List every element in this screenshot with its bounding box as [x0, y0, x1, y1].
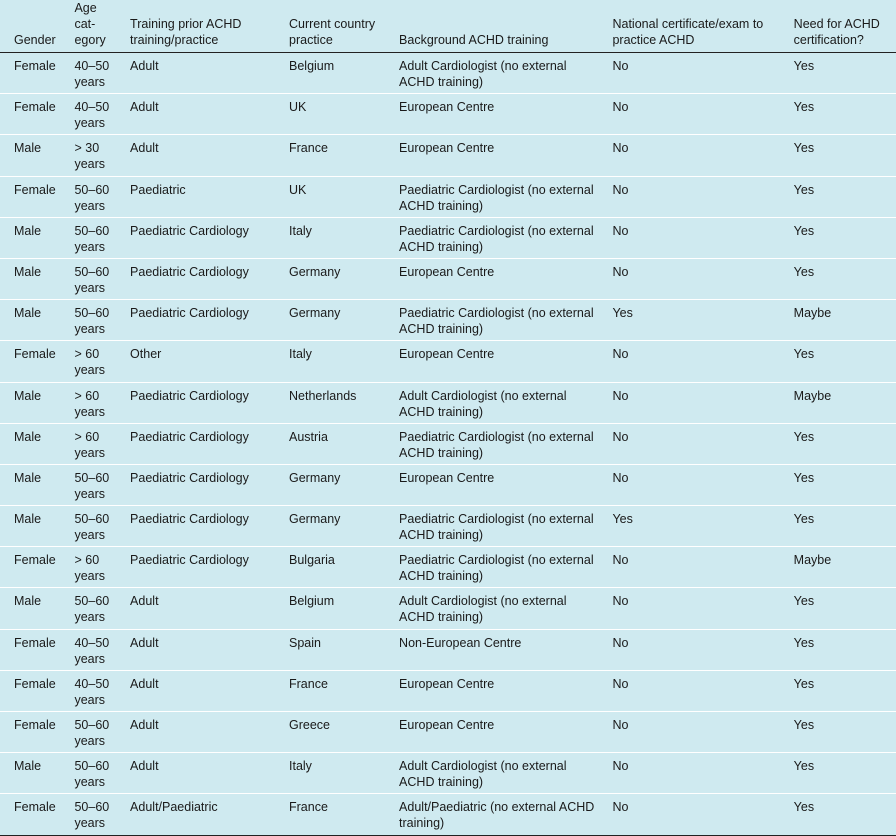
- age-category-cell: 50–60 years: [64, 464, 120, 505]
- national-certificate-cell: No: [602, 547, 783, 588]
- country-cell: UK: [279, 176, 389, 217]
- country-cell: Italy: [279, 341, 389, 382]
- age-category-cell: 40–50 years: [64, 53, 120, 94]
- country-cell: Germany: [279, 300, 389, 341]
- national-certificate-cell: Yes: [602, 300, 783, 341]
- background-cell: Non-European Centre: [389, 629, 602, 670]
- gender-cell: Female: [0, 94, 64, 135]
- training-prior-cell: Adult: [120, 670, 279, 711]
- need-certification-cell: Yes: [784, 629, 896, 670]
- age-category-cell: 40–50 years: [64, 94, 120, 135]
- age-category-cell: 50–60 years: [64, 176, 120, 217]
- country-cell: Belgium: [279, 53, 389, 94]
- training-prior-cell: Adult/Paediatric: [120, 794, 279, 835]
- training-prior-cell: Adult: [120, 135, 279, 176]
- background-cell: Adult Cardiologist (no external ACHD training): [389, 53, 602, 94]
- table-row: [0, 217, 896, 258]
- training-prior-cell: Paediatric Cardiology: [120, 258, 279, 299]
- training-prior-cell: Paediatric Cardiology: [120, 506, 279, 547]
- gender-cell: Female: [0, 53, 64, 94]
- age-category-cell: 50–60 years: [64, 217, 120, 258]
- need-certification-cell: Yes: [784, 753, 896, 794]
- col-header-national-certificate: National certificate/exam to practice ACHD: [602, 0, 783, 53]
- gender-cell: Male: [0, 135, 64, 176]
- table-row: [0, 382, 896, 423]
- gender-cell: Female: [0, 629, 64, 670]
- col-header-training-prior: Training prior ACHD training/practice: [120, 0, 279, 53]
- background-cell: European Centre: [389, 670, 602, 711]
- gender-cell: Male: [0, 258, 64, 299]
- country-cell: France: [279, 135, 389, 176]
- gender-cell: Male: [0, 423, 64, 464]
- national-certificate-cell: Yes: [602, 506, 783, 547]
- need-certification-cell: Maybe: [784, 300, 896, 341]
- country-cell: Italy: [279, 753, 389, 794]
- country-cell: Greece: [279, 712, 389, 753]
- country-cell: France: [279, 794, 389, 835]
- need-certification-cell: Yes: [784, 176, 896, 217]
- table-row: [0, 341, 896, 382]
- gender-cell: Female: [0, 670, 64, 711]
- training-prior-cell: Paediatric Cardiology: [120, 300, 279, 341]
- table-row: [0, 423, 896, 464]
- need-certification-cell: Yes: [784, 423, 896, 464]
- need-certification-cell: Yes: [784, 506, 896, 547]
- background-cell: European Centre: [389, 464, 602, 505]
- background-cell: Paediatric Cardiologist (no external ACHD training): [389, 506, 602, 547]
- gender-cell: Male: [0, 753, 64, 794]
- need-certification-cell: Maybe: [784, 547, 896, 588]
- need-certification-cell: Yes: [784, 670, 896, 711]
- national-certificate-cell: No: [602, 176, 783, 217]
- age-category-cell: > 60 years: [64, 423, 120, 464]
- gender-cell: Male: [0, 588, 64, 629]
- country-cell: Belgium: [279, 588, 389, 629]
- training-prior-cell: Paediatric: [120, 176, 279, 217]
- training-prior-cell: Paediatric Cardiology: [120, 423, 279, 464]
- table-row: [0, 53, 896, 94]
- country-cell: Spain: [279, 629, 389, 670]
- need-certification-cell: Yes: [784, 588, 896, 629]
- country-cell: Austria: [279, 423, 389, 464]
- national-certificate-cell: No: [602, 794, 783, 835]
- training-prior-cell: Paediatric Cardiology: [120, 382, 279, 423]
- need-certification-cell: Yes: [784, 464, 896, 505]
- national-certificate-cell: No: [602, 341, 783, 382]
- national-certificate-cell: No: [602, 258, 783, 299]
- background-cell: Adult Cardiologist (no external ACHD training): [389, 588, 602, 629]
- need-certification-cell: Maybe: [784, 382, 896, 423]
- background-cell: Adult Cardiologist (no external ACHD training): [389, 753, 602, 794]
- gender-cell: Male: [0, 464, 64, 505]
- national-certificate-cell: No: [602, 753, 783, 794]
- need-certification-cell: Yes: [784, 712, 896, 753]
- country-cell: Germany: [279, 258, 389, 299]
- training-prior-cell: Other: [120, 341, 279, 382]
- gender-cell: Female: [0, 341, 64, 382]
- table-body: [0, 53, 896, 836]
- need-certification-cell: Yes: [784, 217, 896, 258]
- table-row: [0, 176, 896, 217]
- background-cell: Paediatric Cardiologist (no external ACHD training): [389, 547, 602, 588]
- background-cell: Paediatric Cardiologist (no external ACHD training): [389, 300, 602, 341]
- training-prior-cell: Paediatric Cardiology: [120, 464, 279, 505]
- country-cell: Italy: [279, 217, 389, 258]
- table-row: [0, 464, 896, 505]
- national-certificate-cell: No: [602, 670, 783, 711]
- country-cell: Germany: [279, 506, 389, 547]
- table-row: [0, 670, 896, 711]
- col-header-background: Background ACHD training: [389, 0, 602, 53]
- training-prior-cell: Adult: [120, 712, 279, 753]
- national-certificate-cell: No: [602, 712, 783, 753]
- national-certificate-cell: No: [602, 423, 783, 464]
- header-row: [0, 0, 896, 53]
- need-certification-cell: Yes: [784, 53, 896, 94]
- background-cell: European Centre: [389, 712, 602, 753]
- country-cell: UK: [279, 94, 389, 135]
- background-cell: European Centre: [389, 341, 602, 382]
- background-cell: European Centre: [389, 94, 602, 135]
- national-certificate-cell: No: [602, 382, 783, 423]
- table-row: [0, 794, 896, 835]
- age-category-cell: > 60 years: [64, 547, 120, 588]
- age-category-cell: 50–60 years: [64, 753, 120, 794]
- col-header-need-certification: Need for ACHD certification?: [784, 0, 896, 53]
- national-certificate-cell: No: [602, 464, 783, 505]
- need-certification-cell: Yes: [784, 135, 896, 176]
- national-certificate-cell: No: [602, 217, 783, 258]
- age-category-cell: > 30 years: [64, 135, 120, 176]
- need-certification-cell: Yes: [784, 94, 896, 135]
- need-certification-cell: Yes: [784, 258, 896, 299]
- national-certificate-cell: No: [602, 53, 783, 94]
- background-cell: Adult Cardiologist (no external ACHD training): [389, 382, 602, 423]
- country-cell: France: [279, 670, 389, 711]
- table-row: [0, 94, 896, 135]
- country-cell: Bulgaria: [279, 547, 389, 588]
- background-cell: European Centre: [389, 135, 602, 176]
- col-header-age-category: Age cat-egory: [64, 0, 120, 53]
- national-certificate-cell: No: [602, 94, 783, 135]
- training-prior-cell: Paediatric Cardiology: [120, 547, 279, 588]
- table-row: [0, 547, 896, 588]
- training-prior-cell: Adult: [120, 629, 279, 670]
- table-row: [0, 629, 896, 670]
- training-prior-cell: Adult: [120, 94, 279, 135]
- table-row: [0, 300, 896, 341]
- gender-cell: Female: [0, 547, 64, 588]
- gender-cell: Male: [0, 217, 64, 258]
- age-category-cell: > 60 years: [64, 341, 120, 382]
- table-row: [0, 712, 896, 753]
- table-row: [0, 506, 896, 547]
- national-certificate-cell: No: [602, 629, 783, 670]
- table-row: [0, 135, 896, 176]
- training-prior-cell: Adult: [120, 588, 279, 629]
- table-row: [0, 588, 896, 629]
- national-certificate-cell: No: [602, 135, 783, 176]
- age-category-cell: 50–60 years: [64, 588, 120, 629]
- table-row: [0, 258, 896, 299]
- background-cell: Paediatric Cardiologist (no external ACHD training): [389, 176, 602, 217]
- age-category-cell: 40–50 years: [64, 670, 120, 711]
- age-category-cell: 50–60 years: [64, 300, 120, 341]
- training-prior-cell: Adult: [120, 53, 279, 94]
- age-category-cell: 40–50 years: [64, 629, 120, 670]
- col-header-gender: Gender: [0, 0, 64, 53]
- country-cell: Germany: [279, 464, 389, 505]
- age-category-cell: 50–60 years: [64, 712, 120, 753]
- gender-cell: Female: [0, 794, 64, 835]
- gender-cell: Male: [0, 506, 64, 547]
- age-category-cell: 50–60 years: [64, 794, 120, 835]
- training-prior-cell: Adult: [120, 753, 279, 794]
- gender-cell: Female: [0, 712, 64, 753]
- age-category-cell: > 60 years: [64, 382, 120, 423]
- background-cell: Paediatric Cardiologist (no external ACHD training): [389, 217, 602, 258]
- need-certification-cell: Yes: [784, 794, 896, 835]
- background-cell: Paediatric Cardiologist (no external ACHD training): [389, 423, 602, 464]
- age-category-cell: 50–60 years: [64, 258, 120, 299]
- col-header-country: Current country practice: [279, 0, 389, 53]
- background-cell: Adult/Paediatric (no external ACHD training): [389, 794, 602, 835]
- background-cell: European Centre: [389, 258, 602, 299]
- gender-cell: Female: [0, 176, 64, 217]
- training-prior-cell: Paediatric Cardiology: [120, 217, 279, 258]
- age-category-cell: 50–60 years: [64, 506, 120, 547]
- country-cell: Netherlands: [279, 382, 389, 423]
- gender-cell: Male: [0, 300, 64, 341]
- gender-cell: Male: [0, 382, 64, 423]
- need-certification-cell: Yes: [784, 341, 896, 382]
- table-row: [0, 753, 896, 794]
- national-certificate-cell: No: [602, 588, 783, 629]
